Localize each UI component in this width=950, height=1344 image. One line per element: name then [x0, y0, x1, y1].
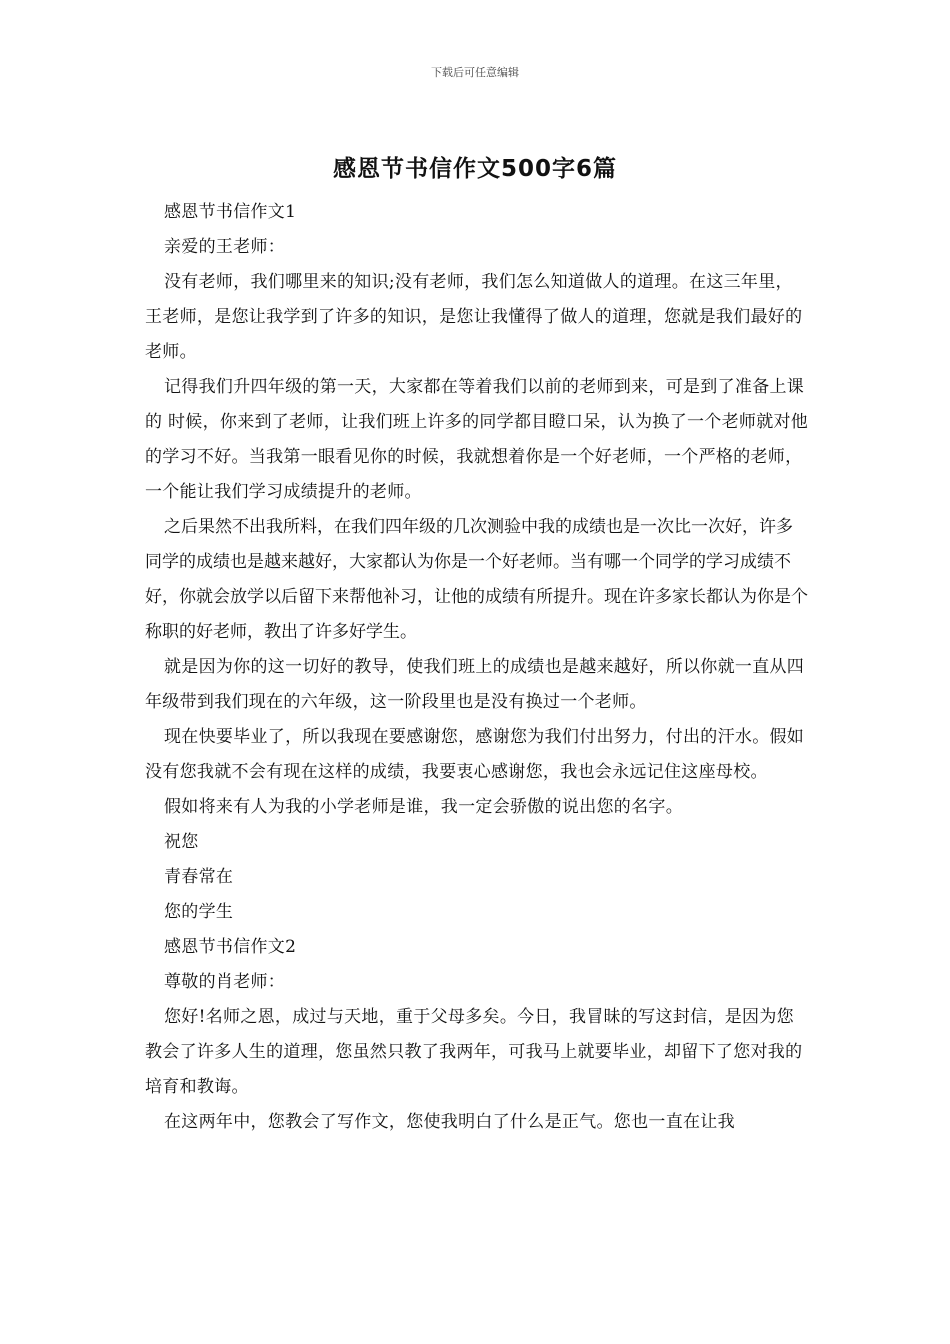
paragraph: 您的学生: [164, 902, 234, 922]
paragraph: 就是因为你的这一切好的教导，使我们班上的成绩也是越来越好，所以你就一直从四年级带到我们现在的六年级，这一阶段里也是没有换过一个老师。: [145, 657, 805, 712]
paragraph: 尊敬的肖老师：: [164, 972, 286, 992]
paragraph: 没有老师，我们哪里来的知识;没有老师，我们怎么知道做人的道理。在这三年里，王老师，是您让我学到了许多的知识，是您让我懂得了做人的道理，您就是我们最好的老师。: [145, 272, 803, 362]
paragraph: 您好!名师之恩，成过与天地，重于父母多矣。今日，我冒昧的写这封信，是因为您教会了许多人生的道理，您虽然只教了我两年，可我马上就要毕业，却留下了您对我的培育和教诲。: [145, 1007, 803, 1097]
paragraph: 假如将来有人为我的小学老师是谁，我一定会骄傲的说出您的名字。: [164, 797, 683, 817]
paragraph: 在这两年中，您教会了写作文，您使我明白了什么是正气。您也一直在让我: [164, 1112, 735, 1132]
document-body: [145, 195, 809, 1140]
paragraph: 记得我们升四年级的第一天，大家都在等着我们以前的老师到来，可是到了准备上课的 时候，你来到了老师，让我们班上许多的同学都目瞪口呆，认为换了一个老师就对他的学习不好。当我第一眼看见你的时候，我就想着你是一个好老师，一个严格的老师，一个能让我们学习成绩提升的老师。: [145, 377, 809, 502]
paragraph: 青春常在: [164, 867, 234, 887]
document-title: 感恩节书信作文500字6篇: [332, 156, 617, 182]
paragraph: 亲爱的王老师：: [164, 237, 286, 257]
paragraph: 祝您: [164, 832, 199, 852]
paragraph: 之后果然不出我所料，在我们四年级的几次测验中我的成绩也是一次比一次好，许多同学的成绩也是越来越好，大家都认为你是一个好老师。当有哪一个同学的学习成绩不好，你就会放学以后留下来帮他补习，让他的成绩有所提升。现在许多家长都认为你是个称职的好老师，教出了许多好学生。: [145, 517, 808, 642]
paragraph: 感恩节书信作文1: [164, 202, 297, 222]
paragraph: 感恩节书信作文2: [164, 937, 297, 957]
page-header-note: 下载后可任意编辑: [431, 66, 519, 79]
paragraph: 现在快要毕业了，所以我现在要感谢您，感谢您为我们付出努力，付出的汗水。假如没有您我就不会有现在这样的成绩，我要衷心感谢您，我也会永远记住这座母校。: [145, 727, 805, 782]
